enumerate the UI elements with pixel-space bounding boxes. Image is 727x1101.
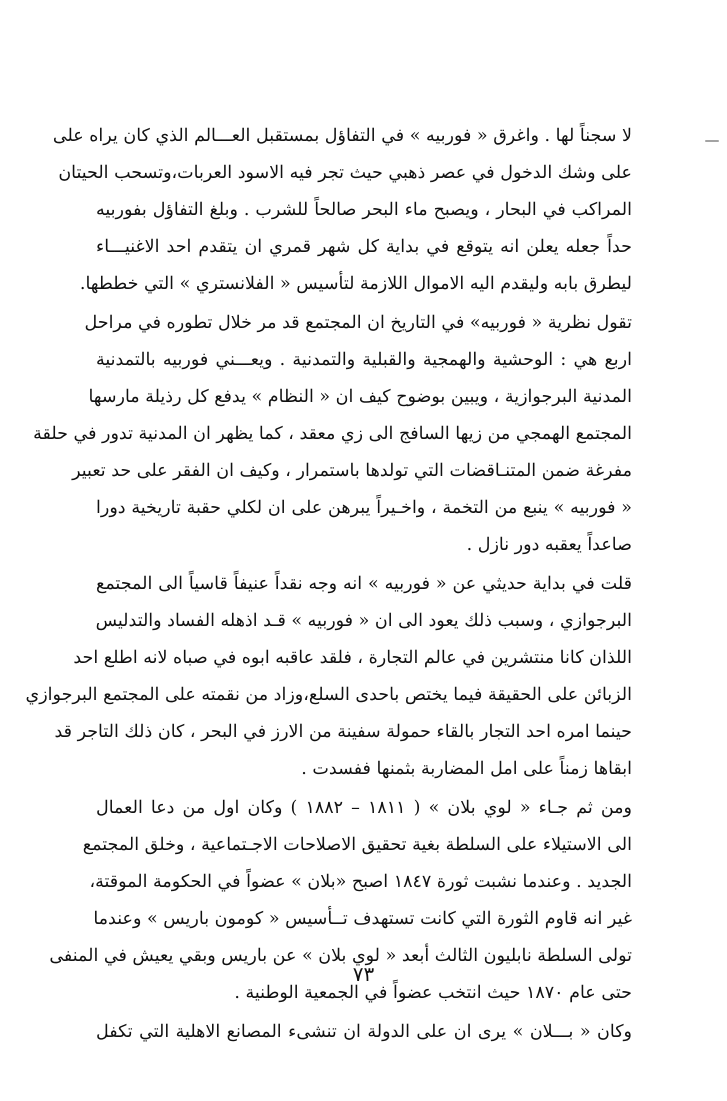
- text-line: حتى عام ١٨٧٠ حيث انتخب عضواً في الجمعية الوطنية .: [234, 983, 632, 1003]
- page-text: [25, 118, 632, 1042]
- text-line: على وشك الدخول في عصر ذهبي حيث تجر فيه الاسود العربات،وتسحب الحيتان: [58, 163, 632, 183]
- text-line: تولى السلطة نابليون الثالث أبعد « لوي بلان » عن باريس وبقي يعيش في المنفى: [49, 946, 632, 966]
- text-line: الجديد . وعندما نشبت ثورة ١٨٤٧ اصبح «بلان » عضواً في الحكومة الموقتة،: [89, 872, 632, 892]
- text-line: المراكب في البحار ، ويصبح ماء البحر صالحاً للشرب . وبلغ التفاؤل بفوربيه: [96, 200, 632, 220]
- text-line: البرجوازي ، وسبب ذلك يعود الى ان « فوربيه » قـد اذهله الفساد والتدليس: [95, 611, 632, 631]
- text-line: اربع هي : الوحشية والهمجية والقبلية والتمدنية . ويعـــني فوربيه بالتمدنية: [96, 350, 632, 370]
- paragraph: [96, 1014, 632, 1051]
- paragraph: [52, 118, 632, 303]
- text-line: صاعداً يعقبه دور نازل .: [466, 535, 632, 555]
- text-line: غير انه قاوم الثورة التي كانت تستهدف تــأسيس « كومون باريس » وعندما: [93, 909, 632, 929]
- text-line: لا سجناً لها . واغرق « فوربيه » في التفاؤل بمستقبل العـــالم الذي كان يراه على: [52, 126, 632, 146]
- text-line: الى الاستيلاء على السلطة بغية تحقيق الاصلاحات الاجـتماعية ، وخلق المجتمع: [82, 835, 632, 855]
- text-line: قلت في بداية حديثي عن « فوربيه » انه وجه نقداً عنيفاً قاسياً الى المجتمع: [96, 574, 632, 594]
- text-line: المجتمع الهمجي من زيها السافج الى زي معقد ، كما يظهر ان المدنية تدور في حلقة: [33, 424, 632, 444]
- paragraph: [33, 305, 632, 564]
- text-line: تقول نظرية « فوربيه» في التاريخ ان المجتمع قد مر خلال تطوره في مراحل: [84, 313, 632, 333]
- text-line: حداً جعله يعلن انه يتوقع في بداية كل شهر قمري ان يتقدم احد الاغنيـــاء: [96, 237, 632, 257]
- text-line: « فوربيه » ينبع من التخمة ، واخـيراً يبرهن على ان لكلي حقبة تاريخية دورا: [96, 498, 632, 518]
- text-line: المدنية البرجوازية ، ويبين بوضوح كيف ان « النظام » يدفع كل رذيلة مارسها: [88, 387, 632, 407]
- text-line: الزبائن على الحقيقة فيما يختص باحدى السلع،وزاد من نقمته على المجتمع البرجوازي: [25, 685, 632, 705]
- text-line: وكان « بـــلان » يرى ان على الدولة ان تنشىء المصانع الاهلية التي تكفل: [96, 1022, 632, 1042]
- paragraph: [25, 566, 632, 788]
- paragraph-container: [25, 118, 632, 1051]
- text-line: ليطرق بابه وليقدم اليه الاموال اللازمة لتأسيس « الفلانستري » التي خططها.: [79, 274, 632, 294]
- text-line: حينما امره احد التجار بالقاء حمولة سفينة من الارز في البحر ، كان ذلك التاجر قد: [54, 722, 632, 742]
- text-line: ومن ثم جـاء « لوي بلان » ( ١٨١١ – ١٨٨٢ ) وكان اول من دعا العمال: [96, 798, 632, 818]
- text-line: اللذان كانا منتشرين في عالم التجارة ، فلقد عاقبه ابوه في صباه لانه اطلع احد: [73, 648, 632, 668]
- text-line: ابقاها زمناً على امل المضاربة بثمنها ففسدت .: [301, 759, 632, 779]
- page-number: ٧٣: [352, 962, 375, 986]
- text-line: مفرغة ضمن المتنـاقضات التي تولدها باستمرار ، وكيف ان الفقر على حد تعبير: [72, 461, 632, 481]
- scan-speck: [705, 140, 719, 142]
